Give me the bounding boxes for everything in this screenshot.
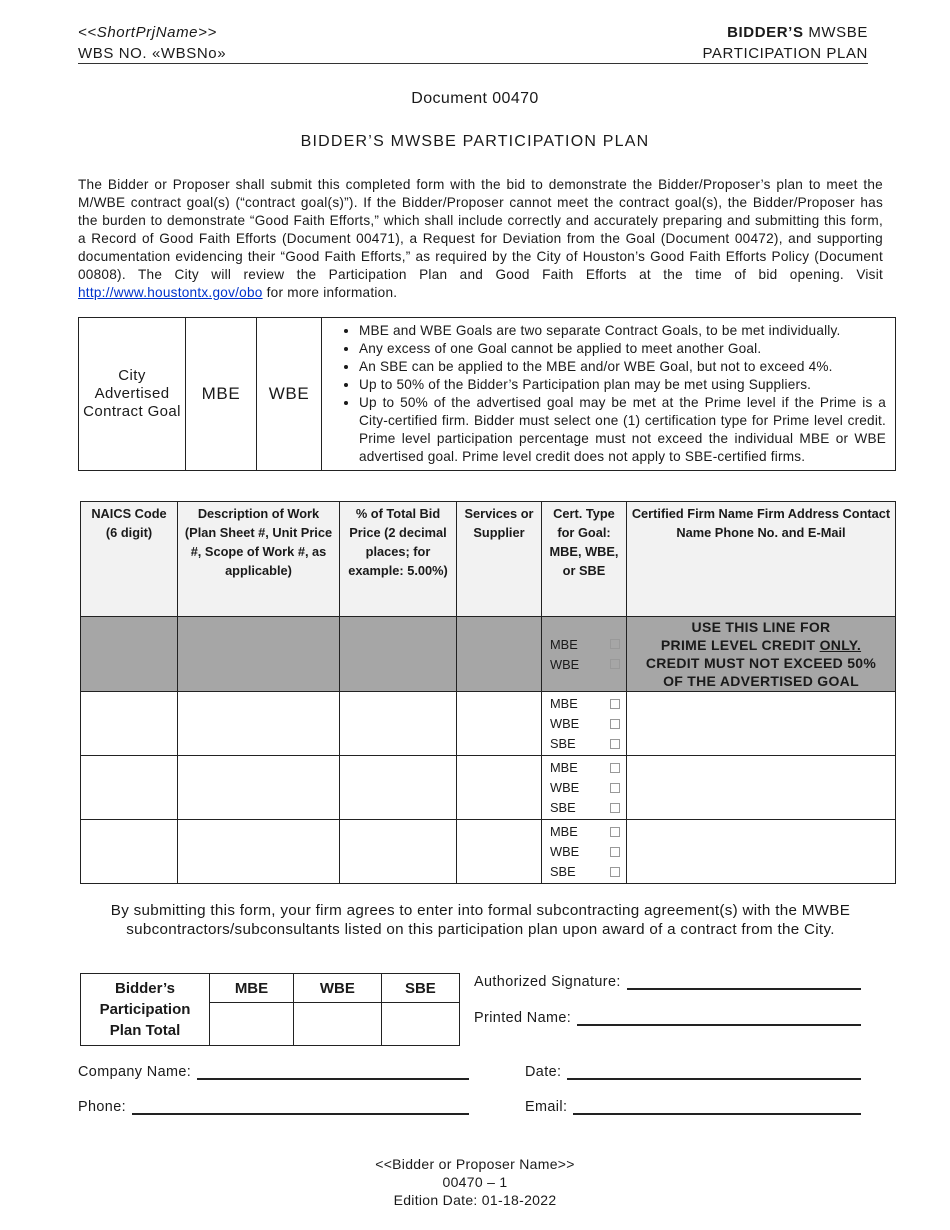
percent-cell[interactable] — [340, 820, 457, 884]
naics-cell[interactable] — [81, 820, 178, 884]
totals-mbe-header: MBE — [210, 974, 294, 1003]
description-cell[interactable] — [178, 756, 340, 820]
checkbox-icon[interactable] — [610, 827, 620, 837]
col-percent: % of Total Bid Price (2 decimal places; for example: 5.00%) — [340, 502, 457, 617]
goal-note: • Up to 50% of the Bidder’s Participation plan may be met using Suppliers. — [359, 376, 886, 394]
checkbox-icon[interactable] — [610, 639, 620, 649]
header-divider — [78, 63, 868, 64]
services-cell[interactable] — [457, 692, 542, 756]
totals-sbe-input[interactable] — [381, 1003, 459, 1046]
percent-cell[interactable] — [340, 692, 457, 756]
cert-option-wbe[interactable]: WBE — [550, 842, 620, 862]
goal-note: • MBE and WBE Goals are two separate Contract Goals, to be met individually. — [359, 322, 886, 340]
prime-naics-cell[interactable] — [81, 617, 178, 692]
cert-option-wbe[interactable]: WBE — [550, 654, 620, 674]
authorized-signature-field[interactable]: Authorized Signature: — [474, 973, 861, 990]
footer — [0, 1155, 950, 1209]
printed-name-line[interactable] — [577, 1009, 861, 1026]
col-firm: Certified Firm Name Firm Address Contact Name Phone No. and E-Mail — [627, 502, 896, 617]
header-title-rest: MWSBE — [803, 24, 868, 41]
cert-option-sbe[interactable]: SBE — [550, 862, 620, 882]
totals-table — [80, 973, 460, 1046]
table-row — [81, 692, 896, 756]
checkbox-icon[interactable] — [610, 783, 620, 793]
totals-label: Bidder’s Participation Plan Total — [81, 974, 210, 1046]
cert-option-sbe[interactable]: SBE — [550, 734, 620, 754]
date-field[interactable]: Date: — [525, 1063, 861, 1080]
company-name-field[interactable]: Company Name: — [78, 1063, 469, 1080]
printed-name-field[interactable]: Printed Name: — [474, 1009, 861, 1026]
cert-option-wbe[interactable]: WBE — [550, 714, 620, 734]
percent-cell[interactable] — [340, 756, 457, 820]
table-row — [81, 820, 896, 884]
prime-note: USE THIS LINE FOR PRIME LEVEL CREDIT ONLY. CREDIT MUST NOT EXCEED 50% OF THE ADVERTISED GOAL — [627, 617, 896, 692]
col-services: Services or Supplier — [457, 502, 542, 617]
goal-table — [78, 317, 896, 471]
prime-services-cell[interactable] — [457, 617, 542, 692]
goal-note: • Any excess of one Goal cannot be applied to meet another Goal. — [359, 340, 886, 358]
goal-note: • Up to 50% of the advertised goal may be met at the Prime level if the Prime is a City-certified firm. Bidder must select one (1) certification type for Prime level credit. Prime level participation percentage must not exceed the individual MBE or WBE advertised goal. Prime level credit does not apply to SBE-certified firms. — [359, 394, 886, 466]
goal-note: • An SBE can be applied to the MBE and/or WBE Goal, but not to exceed 4%. — [359, 358, 886, 376]
cert-option-sbe[interactable]: SBE — [550, 798, 620, 818]
prime-percent-cell[interactable] — [340, 617, 457, 692]
phone-field[interactable]: Phone: — [78, 1098, 469, 1115]
checkbox-icon[interactable] — [610, 699, 620, 709]
table-row — [81, 756, 896, 820]
email-field[interactable]: Email: — [525, 1098, 861, 1115]
checkbox-icon[interactable] — [610, 847, 620, 857]
email-line[interactable] — [573, 1098, 861, 1115]
footer-page: 00470 – 1 — [442, 1174, 508, 1190]
col-cert-type: Cert. Type for Goal: MBE, WBE, or SBE — [542, 502, 627, 617]
goal-label: City Advertised Contract Goal — [79, 318, 186, 471]
firm-cell[interactable] — [627, 692, 896, 756]
date-line[interactable] — [567, 1063, 861, 1080]
col-naics: NAICS Code (6 digit) — [81, 502, 178, 617]
wbs-number: WBS NO. «WBSNo» — [78, 45, 227, 62]
firm-cell[interactable] — [627, 756, 896, 820]
description-cell[interactable] — [178, 692, 340, 756]
checkbox-icon[interactable] — [610, 659, 620, 669]
signature-line[interactable] — [627, 973, 861, 990]
cert-cell — [542, 756, 627, 820]
header-title-bold: BIDDER’S — [727, 24, 804, 41]
header-left — [78, 22, 226, 64]
prime-cert-cell — [542, 617, 627, 692]
header-title-line2: PARTICIPATION PLAN — [702, 45, 868, 62]
project-name: <<ShortPrjName>> — [78, 24, 217, 41]
totals-sbe-header: SBE — [381, 974, 459, 1003]
naics-cell[interactable] — [81, 756, 178, 820]
naics-cell[interactable] — [81, 692, 178, 756]
cert-option-mbe[interactable]: MBE — [550, 822, 620, 842]
footer-bidder: <<Bidder or Proposer Name>> — [375, 1156, 575, 1172]
goal-wbe[interactable]: WBE — [257, 318, 322, 471]
services-cell[interactable] — [457, 820, 542, 884]
header-right — [702, 22, 868, 64]
checkbox-icon[interactable] — [610, 719, 620, 729]
cert-option-mbe[interactable]: MBE — [550, 758, 620, 778]
checkbox-icon[interactable] — [610, 803, 620, 813]
cert-option-mbe[interactable]: MBE — [550, 634, 620, 654]
participation-table — [80, 501, 896, 884]
footer-edition: Edition Date: 01-18-2022 — [393, 1192, 557, 1208]
services-cell[interactable] — [457, 756, 542, 820]
checkbox-icon[interactable] — [610, 867, 620, 877]
totals-mbe-input[interactable] — [210, 1003, 294, 1046]
document-title: BIDDER’S MWSBE PARTICIPATION PLAN — [300, 133, 650, 150]
col-description: Description of Work (Plan Sheet #, Unit Price #, Scope of Work #, as applicable) — [178, 502, 340, 617]
goal-notes — [322, 318, 896, 471]
cert-option-wbe[interactable]: WBE — [550, 778, 620, 798]
goal-mbe[interactable]: MBE — [186, 318, 257, 471]
checkbox-icon[interactable] — [610, 763, 620, 773]
firm-cell[interactable] — [627, 820, 896, 884]
agreement-text: By submitting this form, your firm agrees to enter into formal subcontracting agreement(s) with the MWBE subcontractors/subconsultants listed on this participation plan upon award of a contract from the City. — [110, 902, 851, 938]
document-number: Document 00470 — [411, 90, 539, 107]
intro-text: The Bidder or Proposer shall submit this completed form with the bid to demonstrate the Bidder/Proposer’s plan to meet the M/WBE contract goal(s) (“contract goal(s)”). If the Bidder/Proposer cannot meet the contract goal(s), the Bidder/Proposer has the burden to demonstrate “Good Faith Efforts,” which shall include correctly and accurately preparing and submitting this form, a Record of Good Faith Efforts (Document 00471), a Request for Deviation from the Goal (Document 00472), and supporting documentation evidencing their “Good Faith Efforts,” as required by the City of Houston’s Good Faith Efforts Policy (Document 00808). The City will review the Participation Plan and Good Faith Efforts at the time of bid opening. Visit — [78, 177, 883, 282]
checkbox-icon[interactable] — [610, 739, 620, 749]
cert-option-mbe[interactable]: MBE — [550, 694, 620, 714]
cert-cell — [542, 692, 627, 756]
totals-wbe-input[interactable] — [293, 1003, 381, 1046]
prime-description-cell[interactable] — [178, 617, 340, 692]
intro-paragraph — [78, 176, 883, 302]
totals-wbe-header: WBE — [293, 974, 381, 1003]
prime-row — [81, 617, 896, 692]
obo-link[interactable]: http://www.houstontx.gov/obo — [78, 285, 263, 300]
cert-cell — [542, 820, 627, 884]
intro-text-end: for more information. — [262, 285, 398, 300]
phone-line[interactable] — [132, 1098, 469, 1115]
company-name-line[interactable] — [197, 1063, 469, 1080]
description-cell[interactable] — [178, 820, 340, 884]
